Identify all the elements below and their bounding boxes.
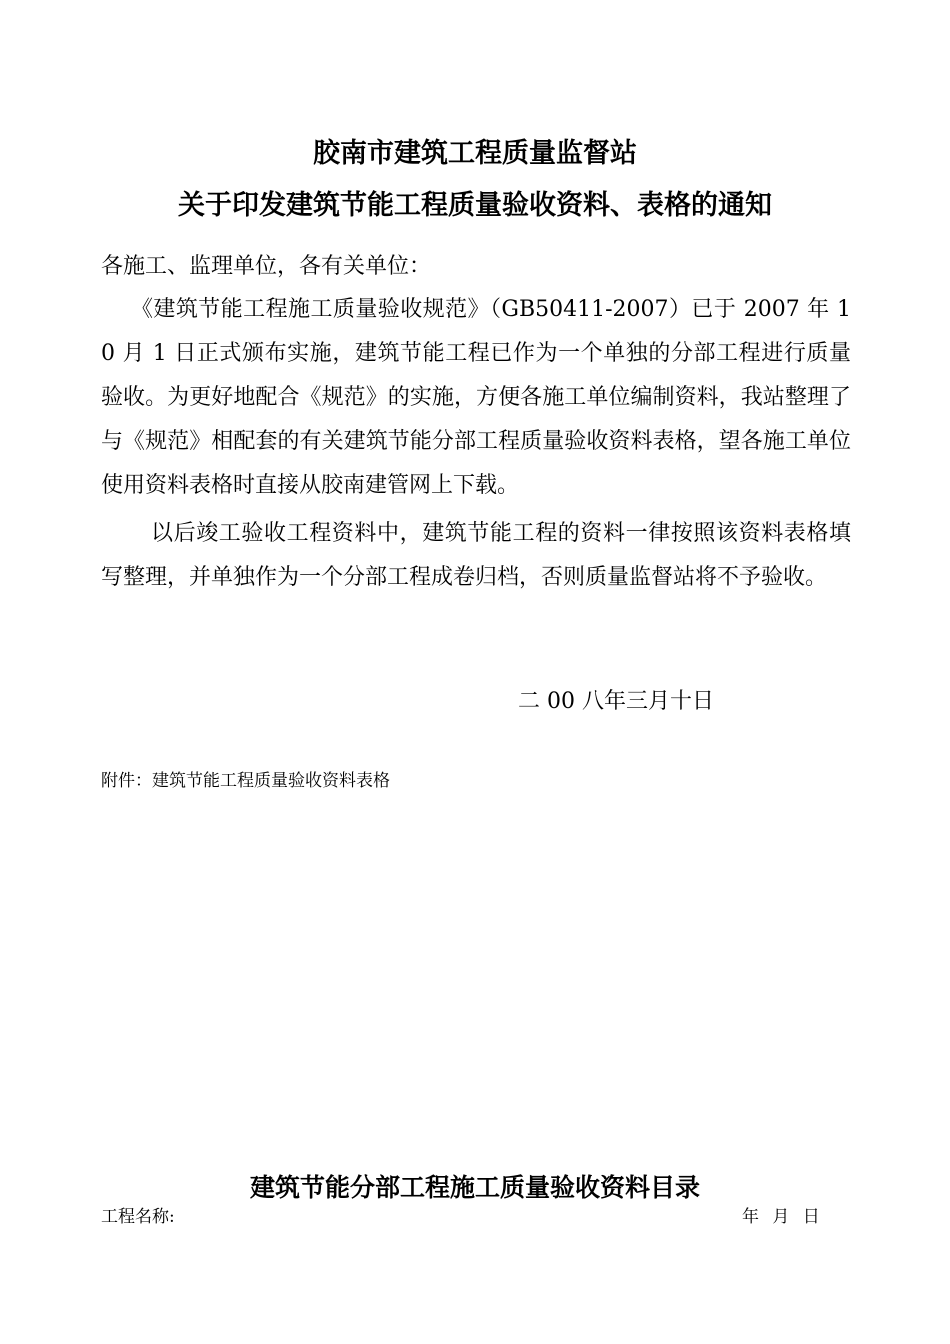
issue-date: 二 00 八年三月十日 bbox=[518, 689, 714, 714]
notice-title-subject: 关于印发建筑节能工程质量验收资料、表格的通知 bbox=[178, 190, 772, 221]
project-name-label: 工程名称: bbox=[101, 1207, 175, 1227]
attachment-note: 附件：建筑节能工程质量验收资料表格 bbox=[101, 771, 390, 791]
body-paragraph-2: 以后竣工验收工程资料中，建筑节能工程的资料一律按照该资料表格填写整理，并单独作为一个分部工程成卷归档，否则质量监督站将不予验收。 bbox=[101, 521, 851, 590]
catalog-title: 建筑节能分部工程施工质量验收资料目录 bbox=[249, 1173, 700, 1202]
salutation: 各施工、监理单位，各有关单位： bbox=[101, 254, 432, 279]
catalog-date-field: 年 月 日 bbox=[742, 1207, 820, 1227]
notice-title-issuer: 胶南市建筑工程质量监督站 bbox=[313, 138, 637, 169]
body-paragraph-1: 《建筑节能工程施工质量验收规范》（GB50411-2007）已于 2007 年 10 月 1 日正式颁布实施，建筑节能工程已作为一个单独的分部工程进行质量验收。为更好地配合《规范》的实施，方便各施工单位编制资料，我站整理了与《规范》相配套的有关建筑节能分部工程质量验收资料表格，望各施工单位使用资料表格时直接从胶南建管网上下载。 bbox=[101, 297, 851, 498]
